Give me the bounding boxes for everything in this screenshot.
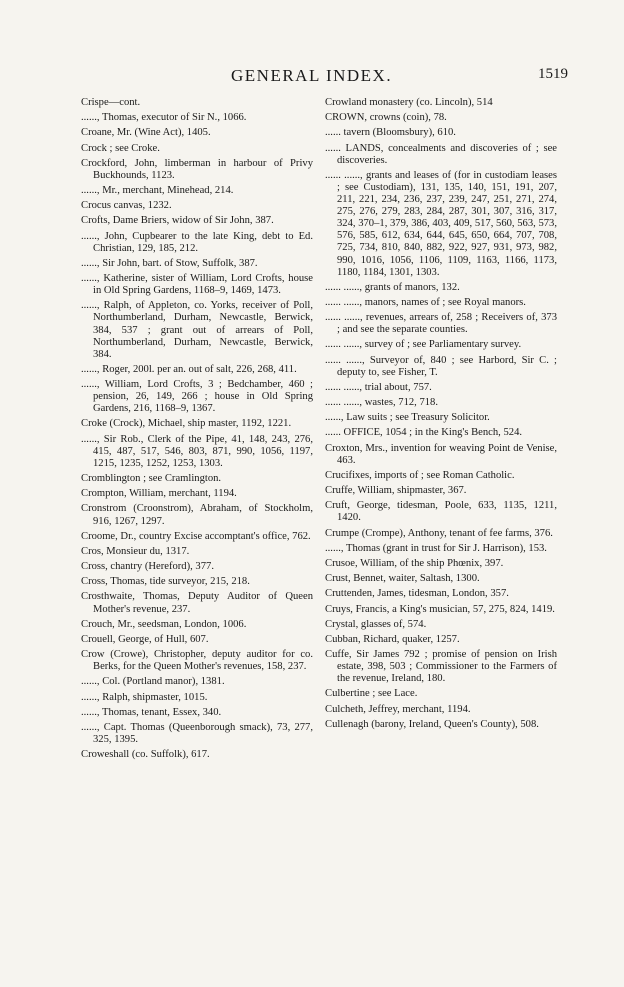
index-entry: Cross, chantry (Hereford), 377.: [81, 561, 214, 573]
index-entry: ......, John, Cupbearer to the late King, debt to Ed. Christian, 129, 185, 212.: [81, 230, 313, 254]
page-title: GENERAL INDEX.: [231, 66, 393, 85]
index-entry: Cros, Monsieur du, 1317.: [81, 545, 190, 557]
page-header: [0, 66, 624, 86]
index-entry: ...... ......, trial about, 757.: [325, 381, 432, 393]
index-entry: Cruttenden, James, tidesman, London, 357.: [325, 588, 509, 600]
index-entry: Cross, Thomas, tide surveyor, 215, 218.: [81, 576, 250, 588]
index-entry: Crompton, William, merchant, 1194.: [81, 488, 237, 500]
index-entry: Croke (Crock), Michael, ship master, 1192, 1221.: [81, 418, 292, 430]
index-entry: ......, Col. (Portland manor), 1381.: [81, 676, 225, 688]
index-entry: Crosthwaite, Thomas, Deputy Auditor of Queen Mother's revenue, 237.: [81, 591, 313, 615]
index-entry: ......, Thomas (grant in trust for Sir J. Harrison), 153.: [325, 542, 547, 554]
index-entry: ......, Thomas, executor of Sir N., 1066.: [81, 112, 247, 124]
index-entry: Cruft, George, tidesman, Poole, 633, 1135, 1211, 1420.: [325, 500, 557, 524]
index-entry: ......, William, Lord Crofts, 3 ; Bedchamber, 460 ; pension, 26, 149, 266 ; house in Old Spring Gardens, 216, 1168–9, 1367.: [81, 379, 313, 415]
index-entry: ......, Thomas, tenant, Essex, 340.: [81, 706, 222, 718]
index-entry: Culbertine ; see Lace.: [325, 688, 418, 700]
index-entry: Cruffe, William, shipmaster, 367.: [325, 485, 467, 497]
index-entry: Cronstrom (Croonstrom), Abraham, of Stockholm, 916, 1267, 1297.: [81, 503, 313, 527]
index-entry: ...... ......, grants and leases of (for in custodiam leases ; see Custodiam), 131, 135, 140, 151, 191, 207, 211, 221, 234, 236, 237, 239, 247, 251, 271, 274, 275, 276, 279, 283, 284, 287, 301, 307, 316, 317, 324, 370–1, 379, 386, 403, 409, 517, 560, 563, 573, 576, 585, 612, 634, 644, 645, 650, 664, 707, 708, 725, 734, 810, 840, 882, 922, 927, 931, 973, 982, 990, 1016, 1056, 1106, 1109, 1163, 1166, 1173, 1180, 1184, 1301, 1303.: [325, 169, 557, 278]
index-entry: Cubban, Richard, quaker, 1257.: [325, 633, 460, 645]
index-entry: ......, Capt. Thomas (Queenborough smack), 73, 277, 325, 1395.: [81, 721, 313, 746]
index-entry: Crusoe, William, of the ship Phœnix, 397.: [325, 557, 504, 569]
index-entry: ...... ......, revenues, arrears of, 258 ; Receivers of, 373 ; and see the separate counties.: [325, 312, 557, 336]
index-entry: CROWN, crowns (coin), 78.: [325, 112, 447, 124]
index-entry: ...... tavern (Bloomsbury), 610.: [325, 127, 456, 139]
index-entry: Cromblington ; see Cramlington.: [81, 473, 222, 485]
index-entry: Crouell, George, of Hull, 607.: [81, 633, 209, 645]
index-entry: ......, Mr., merchant, Minehead, 214.: [81, 185, 234, 197]
index-entry: ......, Law suits ; see Treasury Solicitor.: [325, 412, 490, 424]
index-entry: Croome, Dr., country Excise accomptant's office, 762.: [81, 530, 311, 542]
index-entry: Crofts, Dame Briers, widow of Sir John, 387.: [81, 215, 274, 227]
index-entry: ...... ......, Surveyor of, 840 ; see Harbord, Sir C. ; deputy to, see Fisher, T.: [325, 354, 557, 378]
index-entry: Crowland monastery (co. Lincoln), 514: [325, 97, 493, 108]
index-column-left: [81, 97, 313, 764]
index-entry: Croxton, Mrs., invention for weaving Point de Venise, 463.: [325, 442, 557, 466]
index-entry: Crockford, John, limberman in harbour of Privy Buckhounds, 1123.: [81, 157, 313, 181]
index-entry: ...... LANDS, concealments and discoveries of ; see discoveries.: [325, 142, 557, 166]
index-entry: ...... ......, survey of ; see Parliamentary survey.: [325, 339, 522, 351]
index-entry: Crumpe (Crompe), Anthony, tenant of fee farms, 376.: [325, 527, 553, 539]
index-entry: Cuffe, Sir James 792 ; promise of pension on Irish estate, 398, 503 ; Commissioner to the Farmers of the revenue, Ireland, 180.: [325, 649, 557, 685]
index-entry: ......, Sir Rob., Clerk of the Pipe, 41, 148, 243, 276, 415, 487, 517, 546, 803, 871, 990, 1056, 1197, 1215, 1235, 1252, 1253, 1303.: [81, 433, 313, 469]
index-entry: ......, Katherine, sister of William, Lord Crofts, house in Old Spring Gardens, 1168–9, 1469, 1473.: [81, 273, 313, 297]
index-entry: ...... ......, grants of manors, 132.: [325, 281, 460, 293]
index-entry: Culcheth, Jeffrey, merchant, 1194.: [325, 703, 471, 715]
index-entry: ...... ......, manors, names of ; see Royal manors.: [325, 296, 526, 308]
index-entry: Crocus canvas, 1232.: [81, 200, 172, 212]
index-column-right: [325, 97, 557, 734]
index-entry: ...... OFFICE, 1054 ; in the King's Bench, 524.: [325, 427, 523, 439]
index-entry: Crock ; see Croke.: [81, 142, 160, 154]
page-number: 1519: [538, 66, 568, 82]
index-entry: Crust, Bennet, waiter, Saltash, 1300.: [325, 573, 480, 585]
index-entry: Crucifixes, imports of ; see Roman Catholic.: [325, 469, 515, 481]
index-entry: ...... ......, wastes, 712, 718.: [325, 397, 438, 409]
index-entry: Croane, Mr. (Wine Act), 1405.: [81, 127, 211, 139]
index-entry: Cruys, Francis, a King's musician, 57, 275, 824, 1419.: [325, 603, 555, 615]
index-entry: Croweshall (co. Suffolk), 617.: [81, 749, 210, 761]
index-entry: Crow (Crowe), Christopher, deputy auditor for co. Berks, for the Queen Mother's revenues, 158, 237.: [81, 649, 313, 673]
index-entry: Crispe—cont.: [81, 97, 141, 108]
index-entry: Cullenagh (barony, Ireland, Queen's County), 508.: [325, 718, 539, 730]
index-entry: ......, Sir John, bart. of Stow, Suffolk, 387.: [81, 257, 258, 269]
index-entry: Crystal, glasses of, 574.: [325, 618, 427, 630]
index-entry: ......, Roger, 200l. per an. out of salt, 226, 268, 411.: [81, 363, 297, 375]
index-entry: Crouch, Mr., seedsman, London, 1006.: [81, 618, 247, 630]
index-entry: ......, Ralph, shipmaster, 1015.: [81, 691, 208, 703]
index-entry: ......, Ralph, of Appleton, co. Yorks, receiver of Poll, Northumberland, Durham, Newcastle, Berwick, 384, 537 ; grant out of arrears of Poll, Northumberland, Durham, Newcastle, Berwick, 384.: [81, 300, 313, 360]
